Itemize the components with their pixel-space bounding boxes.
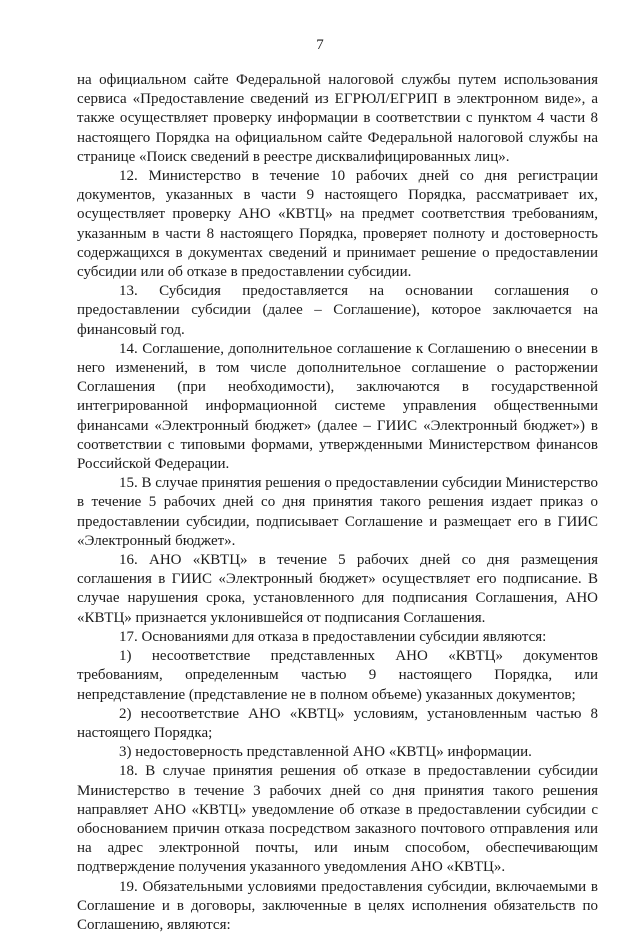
page-number: 7 [316, 37, 324, 53]
paragraph: 18. В случае принятия решения об отказе в предоставлении субсидии Министерство в течение 3 рабочих дней со дня принятия такого решения направляет АНО «КВТЦ» уведомление об отказе в предоставлении субсидии с обоснованием причин отказа посредством заказного почтового отправления или на адрес электронной почты, или иным способом, обеспечивающим подтверждение получения указанного уведомления АНО «КВТЦ». [77, 763, 598, 876]
paragraph: на официальном сайте Федеральной налоговой службы путем использования сервиса «Предоставление сведений из ЕГРЮЛ/ЕГРИП в электронном виде», а также осуществляет проверку информации в соответствии с пунктом 4 части 8 настоящего Порядка на официальном сайте Федеральной налоговой службы на странице «Поиск сведений в реестре дисквалифицированных лиц». [77, 72, 598, 165]
document-body [77, 71, 598, 935]
paragraph: 3) недостоверность представленной АНО «КВТЦ» информации. [119, 744, 532, 761]
paragraph: 12. Министерство в течение 10 рабочих дней со дня регистрации документов, указанных в части 9 настоящего Порядка, рассматривает их, осуществляет проверку АНО «КВТЦ» на предмет соответствия требованиям, указанным в части 8 настоящего Порядка, проверяет полноту и достоверность содержащихся в документах сведений и принимает решение о предоставлении субсидии или об отказе в предоставлении субсидии. [77, 168, 598, 281]
paragraph: 17. Основаниями для отказа в предоставлении субсидии являются: [119, 628, 547, 645]
paragraph: 2) несоответствие АНО «КВТЦ» условиям, установленным частью 8 настоящего Порядка; [77, 705, 598, 741]
paragraph: 1) несоответствие представленных АНО «КВТЦ» документов требованиям, определенным частью 9 настоящего Порядка, или непредставление (представление не в полном объеме) указанных документов; [77, 648, 598, 703]
paragraph: 13. Субсидия предоставляется на основании соглашения о предоставлении субсидии (далее – Соглашение), которое заключается на финансовый год. [77, 283, 598, 338]
paragraph: 16. АНО «КВТЦ» в течение 5 рабочих дней со дня размещения соглашения в ГИИС «Электронный бюджет» осуществляет его подписание. В случае нарушения срока, установленного для подписания Соглашения, АНО «КВТЦ» признается уклонившейся от подписания Соглашения. [77, 552, 598, 626]
paragraph: 14. Соглашение, дополнительное соглашение к Соглашению о внесении в него изменений, в том числе дополнительное соглашение о расторжении Соглашения (при необходимости), заключаются в государственной интегрированной информационной системе управления общественными финансами «Электронный бюджет» (далее – ГИИС «Электронный бюджет») в соответствии с типовыми формами, утвержденными Министерством финансов Российской Федерации. [77, 340, 598, 473]
paragraph: 15. В случае принятия решения о предоставлении субсидии Министерство в течение 5 рабочих дней со дня принятия такого решения издает приказ о предоставлении субсидии, подписывает Соглашение и размещает его в ГИИС «Электронный бюджет». [77, 475, 598, 549]
paragraph: 19. Обязательными условиями предоставления субсидии, включаемыми в Соглашение и в договоры, заключенные в целях исполнения обязательств по Соглашению, являются: [77, 878, 598, 933]
